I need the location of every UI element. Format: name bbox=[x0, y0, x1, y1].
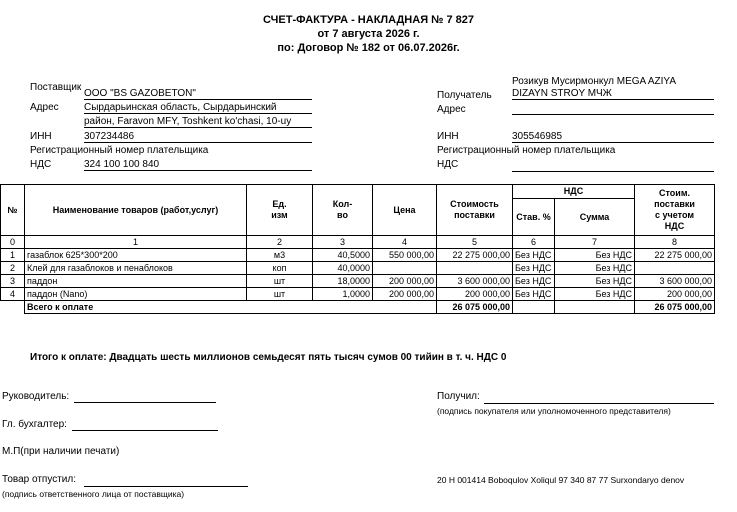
supplier-address-label: Адрес bbox=[30, 102, 59, 113]
director-label: Руководитель: bbox=[2, 391, 70, 402]
total-in-words: Итого к оплате: Двадцать шесть миллионов семьдесят пять тысяч сумов 00 тийин в т. ч. НДС 0 bbox=[30, 352, 507, 363]
released-note: (подпись ответственного лица от поставщика) bbox=[2, 489, 185, 499]
recipient-inn-label: ИНН bbox=[437, 131, 459, 142]
document-title: СЧЕТ-ФАКТУРА - НАКЛАДНАЯ № 7 827 bbox=[262, 14, 475, 26]
header-price: Цена bbox=[373, 185, 437, 236]
director-signature-line bbox=[74, 390, 216, 403]
released-label: Товар отпустил: bbox=[2, 474, 76, 485]
column-numbers-row: 0 1 2 3 4 5 6 7 8 bbox=[1, 236, 715, 249]
supplier-vat-label: НДС bbox=[30, 159, 52, 170]
recipient-address-line bbox=[512, 102, 714, 115]
recipient-address-label: Адрес bbox=[437, 104, 466, 115]
recipient-inn: 305546985 bbox=[512, 131, 714, 143]
recipient-vat-label: НДС bbox=[437, 159, 459, 170]
stamp-label: М.П(при наличии печати) bbox=[2, 446, 120, 457]
recipient-reg-label: Регистрационный номер плательщика bbox=[437, 145, 616, 156]
total-label: Всего к оплате bbox=[25, 301, 437, 314]
total-cost: 26 075 000,00 bbox=[437, 301, 513, 314]
contract-reference: по: Договор № 182 от 06.07.2026г. bbox=[277, 42, 460, 54]
header-qty: Кол- во bbox=[313, 185, 373, 236]
recipient-label: Получатель bbox=[437, 90, 492, 101]
power-of-attorney: 20 Н 001414 Boboqulov Xoliqul 97 340 87 77 Surxondaryo denov bbox=[437, 475, 685, 485]
header-vat: НДС bbox=[513, 185, 635, 199]
supplier-vat: 324 100 100 840 bbox=[84, 159, 312, 171]
invoice-table bbox=[0, 184, 715, 314]
supplier-inn: 307234486 bbox=[84, 131, 312, 143]
recipient-name-line2: DIZAYN STROY МЧЖ bbox=[512, 88, 714, 100]
supplier-address-line1: Сырдарьинская область, Сырдарьинский bbox=[84, 102, 312, 114]
table-row: 2 Клей для газаблоков и пенаблоков коп 40,0000 Без НДС Без НДС bbox=[1, 262, 715, 275]
table-row: 1 газаблок 625*300*200 м3 40,5000 550 000,00 22 275 000,00 Без НДС Без НДС 22 275 000,00 bbox=[1, 249, 715, 262]
accountant-signature-line bbox=[72, 418, 218, 431]
header-unit: Ед. изм bbox=[247, 185, 313, 236]
header-name: Наименование товаров (работ,услуг) bbox=[25, 185, 247, 236]
total-row bbox=[1, 301, 715, 314]
header-num: № bbox=[1, 185, 25, 236]
recipient-name-line1: Розикув Мусирмонкул MEGA AZIYA bbox=[512, 76, 677, 87]
header-cost: Стоимость поставки bbox=[437, 185, 513, 236]
header-total: Стоим. поставки с учетом НДС bbox=[635, 185, 715, 236]
supplier-name: ООО "BS GAZOBETON" bbox=[84, 88, 312, 100]
supplier-inn-label: ИНН bbox=[30, 131, 52, 142]
accountant-label: Гл. бухгалтер: bbox=[2, 419, 67, 430]
received-signature-line bbox=[484, 391, 714, 404]
received-label: Получил: bbox=[437, 391, 480, 402]
released-signature-line bbox=[84, 474, 248, 487]
table-row: 4 паддон (Nano) шт 1,0000 200 000,00 200 000,00 Без НДС Без НДС 200 000,00 bbox=[1, 288, 715, 301]
received-note: (подпись покупателя или уполномоченного представителя) bbox=[437, 406, 671, 416]
recipient-vat-line bbox=[512, 159, 714, 172]
header-vat-sum: Сумма bbox=[555, 199, 635, 236]
total-with-vat: 26 075 000,00 bbox=[635, 301, 715, 314]
supplier-reg-label: Регистрационный номер плательщика bbox=[30, 145, 209, 156]
supplier-label: Поставщик bbox=[30, 82, 82, 93]
supplier-address-line2: район, Faravon MFY, Toshkent ko'chasi, 10-uy bbox=[84, 116, 312, 128]
header-vat-rate: Став. % bbox=[513, 199, 555, 236]
document-date: от 7 августа 2026 г. bbox=[317, 28, 420, 40]
table-row: 3 паддон шт 18,0000 200 000,00 3 600 000,00 Без НДС Без НДС 3 600 000,00 bbox=[1, 275, 715, 288]
